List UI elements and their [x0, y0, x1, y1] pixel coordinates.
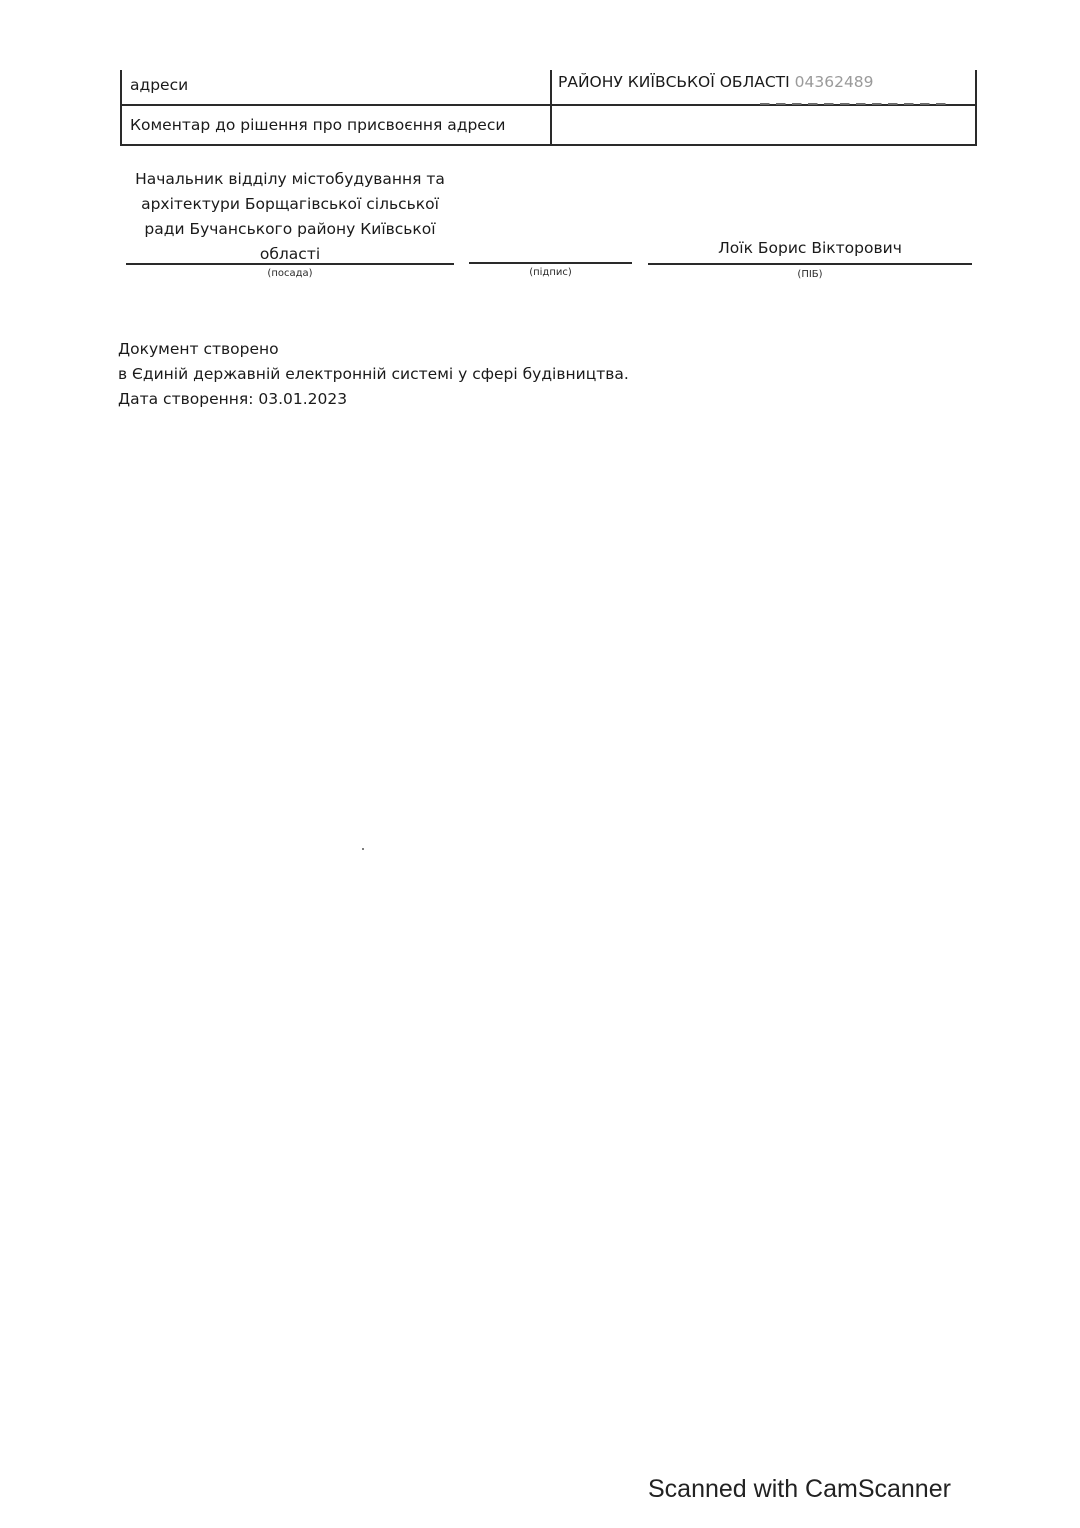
- scan-dash-artifact: [760, 103, 950, 105]
- table-border-left: [120, 70, 122, 146]
- note-line-3: Дата створення: 03.01.2023: [118, 390, 348, 408]
- position-line: архітектури Борщагівської сільської: [141, 195, 439, 213]
- signatory-name: Лоїк Борис Вікторович: [718, 239, 902, 257]
- name-underline: [648, 263, 972, 265]
- table-border-right: [975, 70, 977, 146]
- position-line: області: [259, 245, 321, 263]
- position-line: ради Бучанського району Київської: [144, 220, 436, 238]
- signature-caption: (підпис): [529, 267, 572, 278]
- table-row-1-value: РАЙОНУ КИЇВСЬКОЇ ОБЛАСТІ 04362489: [558, 73, 874, 91]
- signatory-position: [126, 167, 454, 267]
- signature-underline: [469, 262, 632, 264]
- address-table: [120, 70, 978, 146]
- table-row-2-label: Коментар до рішення про присвоєння адреси: [130, 116, 506, 134]
- note-line-1: Документ створено: [118, 340, 279, 358]
- table-row-1-label: адреси: [130, 76, 189, 94]
- table-column-divider: [550, 70, 552, 146]
- position-line: Начальник відділу містобудування та: [135, 170, 445, 188]
- note-line-2: в Єдиній державній електронній системі у сфері будівництва.: [118, 365, 629, 383]
- table-row-1-value-faded: 04362489: [794, 73, 874, 91]
- table-border-bottom: [120, 144, 977, 146]
- scan-speck: [362, 848, 364, 850]
- camscanner-watermark: Scanned with CamScanner: [648, 1475, 951, 1503]
- position-caption: (посада): [267, 268, 313, 279]
- creation-note: [118, 337, 629, 412]
- position-underline: [126, 263, 454, 265]
- name-caption: (ПІБ): [797, 269, 823, 280]
